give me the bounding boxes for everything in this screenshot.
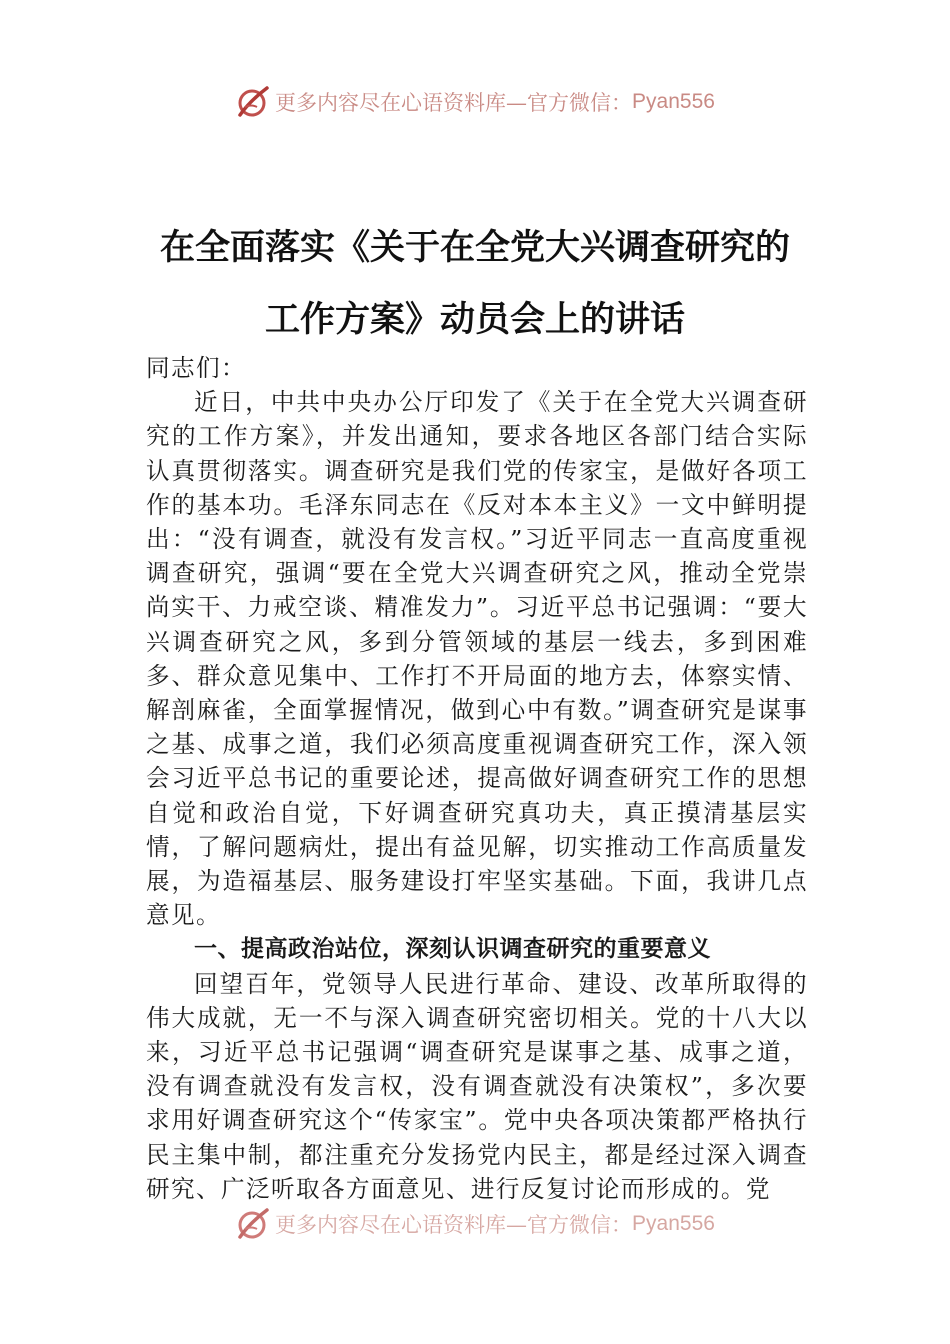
section-heading-1: 一、提高政治站位，深刻认识调查研究的重要意义: [194, 936, 711, 963]
salutation: 同志们：: [146, 354, 246, 382]
paragraph-intro: 近日，中共中央办公厅印发了《关于在全党大兴调查研究的工作方案》，并发出通知，要求各地区各部门结合实际认真贯彻落实。调查研究是我们党的传家宝，是做好各项工作的基本功。毛泽东同志在《反对本本主义》一文中鲜明提出：“没有调查，就没有发言权。”习近平同志一直高度重视调查研究，强调“要在全党大兴调查研究之风，推动全党崇尚实干、力戒空谈、精准发力”。习近平总书记强调：“要大兴调查研究之风，多到分管领域的基层一线去，多到困难多、群众意见集中、工作打不开局面的地方去，体察实情、解剖麻雀，全面掌握情况，做到心中有数。”调查研究是谋事之基、成事之道，我们必须高度重视调查研究工作，深入领会习近平总书记的重要论述，提高做好调查研究工作的思想自觉和政治自觉，下好调查研究真功夫，真正摸清基层实情，了解问题病灶，提出有益见解，切实推动工作高质量发展，为造福基层、服务建设打牢坚实基础。下面，我讲几点意见。: [146, 388, 808, 930]
document-body: [146, 351, 808, 1206]
footer-watermark: [0, 1204, 950, 1244]
header-watermark: [0, 82, 950, 122]
watermark-wechat-id: Pyan556: [632, 1212, 715, 1235]
brush-logo-icon: [235, 1207, 269, 1241]
paragraph-section-1: 回望百年，党领导人民进行革命、建设、改革所取得的伟大成就，无一不与深入调查研究密切相关。党的十八大以来，习近平总书记强调“调查研究是谋事之基、成事之道，没有调查就没有发言权，没有调查就没有决策权”，多次要求用好调查研究这个“传家宝”。党中央各项决策都严格执行民主集中制，都注重充分发扬党内民主，都是经过深入调查研究、广泛听取各方面意见、进行反复讨论而形成的。党: [146, 969, 808, 1203]
document-title-line-1: 在全面落实《关于在全党大兴调查研究的: [159, 228, 790, 268]
watermark-text: 更多内容尽在心语资料库—官方微信：: [275, 91, 633, 115]
watermark-text: 更多内容尽在心语资料库—官方微信：: [275, 1213, 633, 1237]
document-title-line-2: 工作方案》动员会上的讲话: [264, 300, 685, 340]
watermark-wechat-id: Pyan556: [632, 90, 715, 113]
brush-logo-icon: [235, 85, 269, 119]
